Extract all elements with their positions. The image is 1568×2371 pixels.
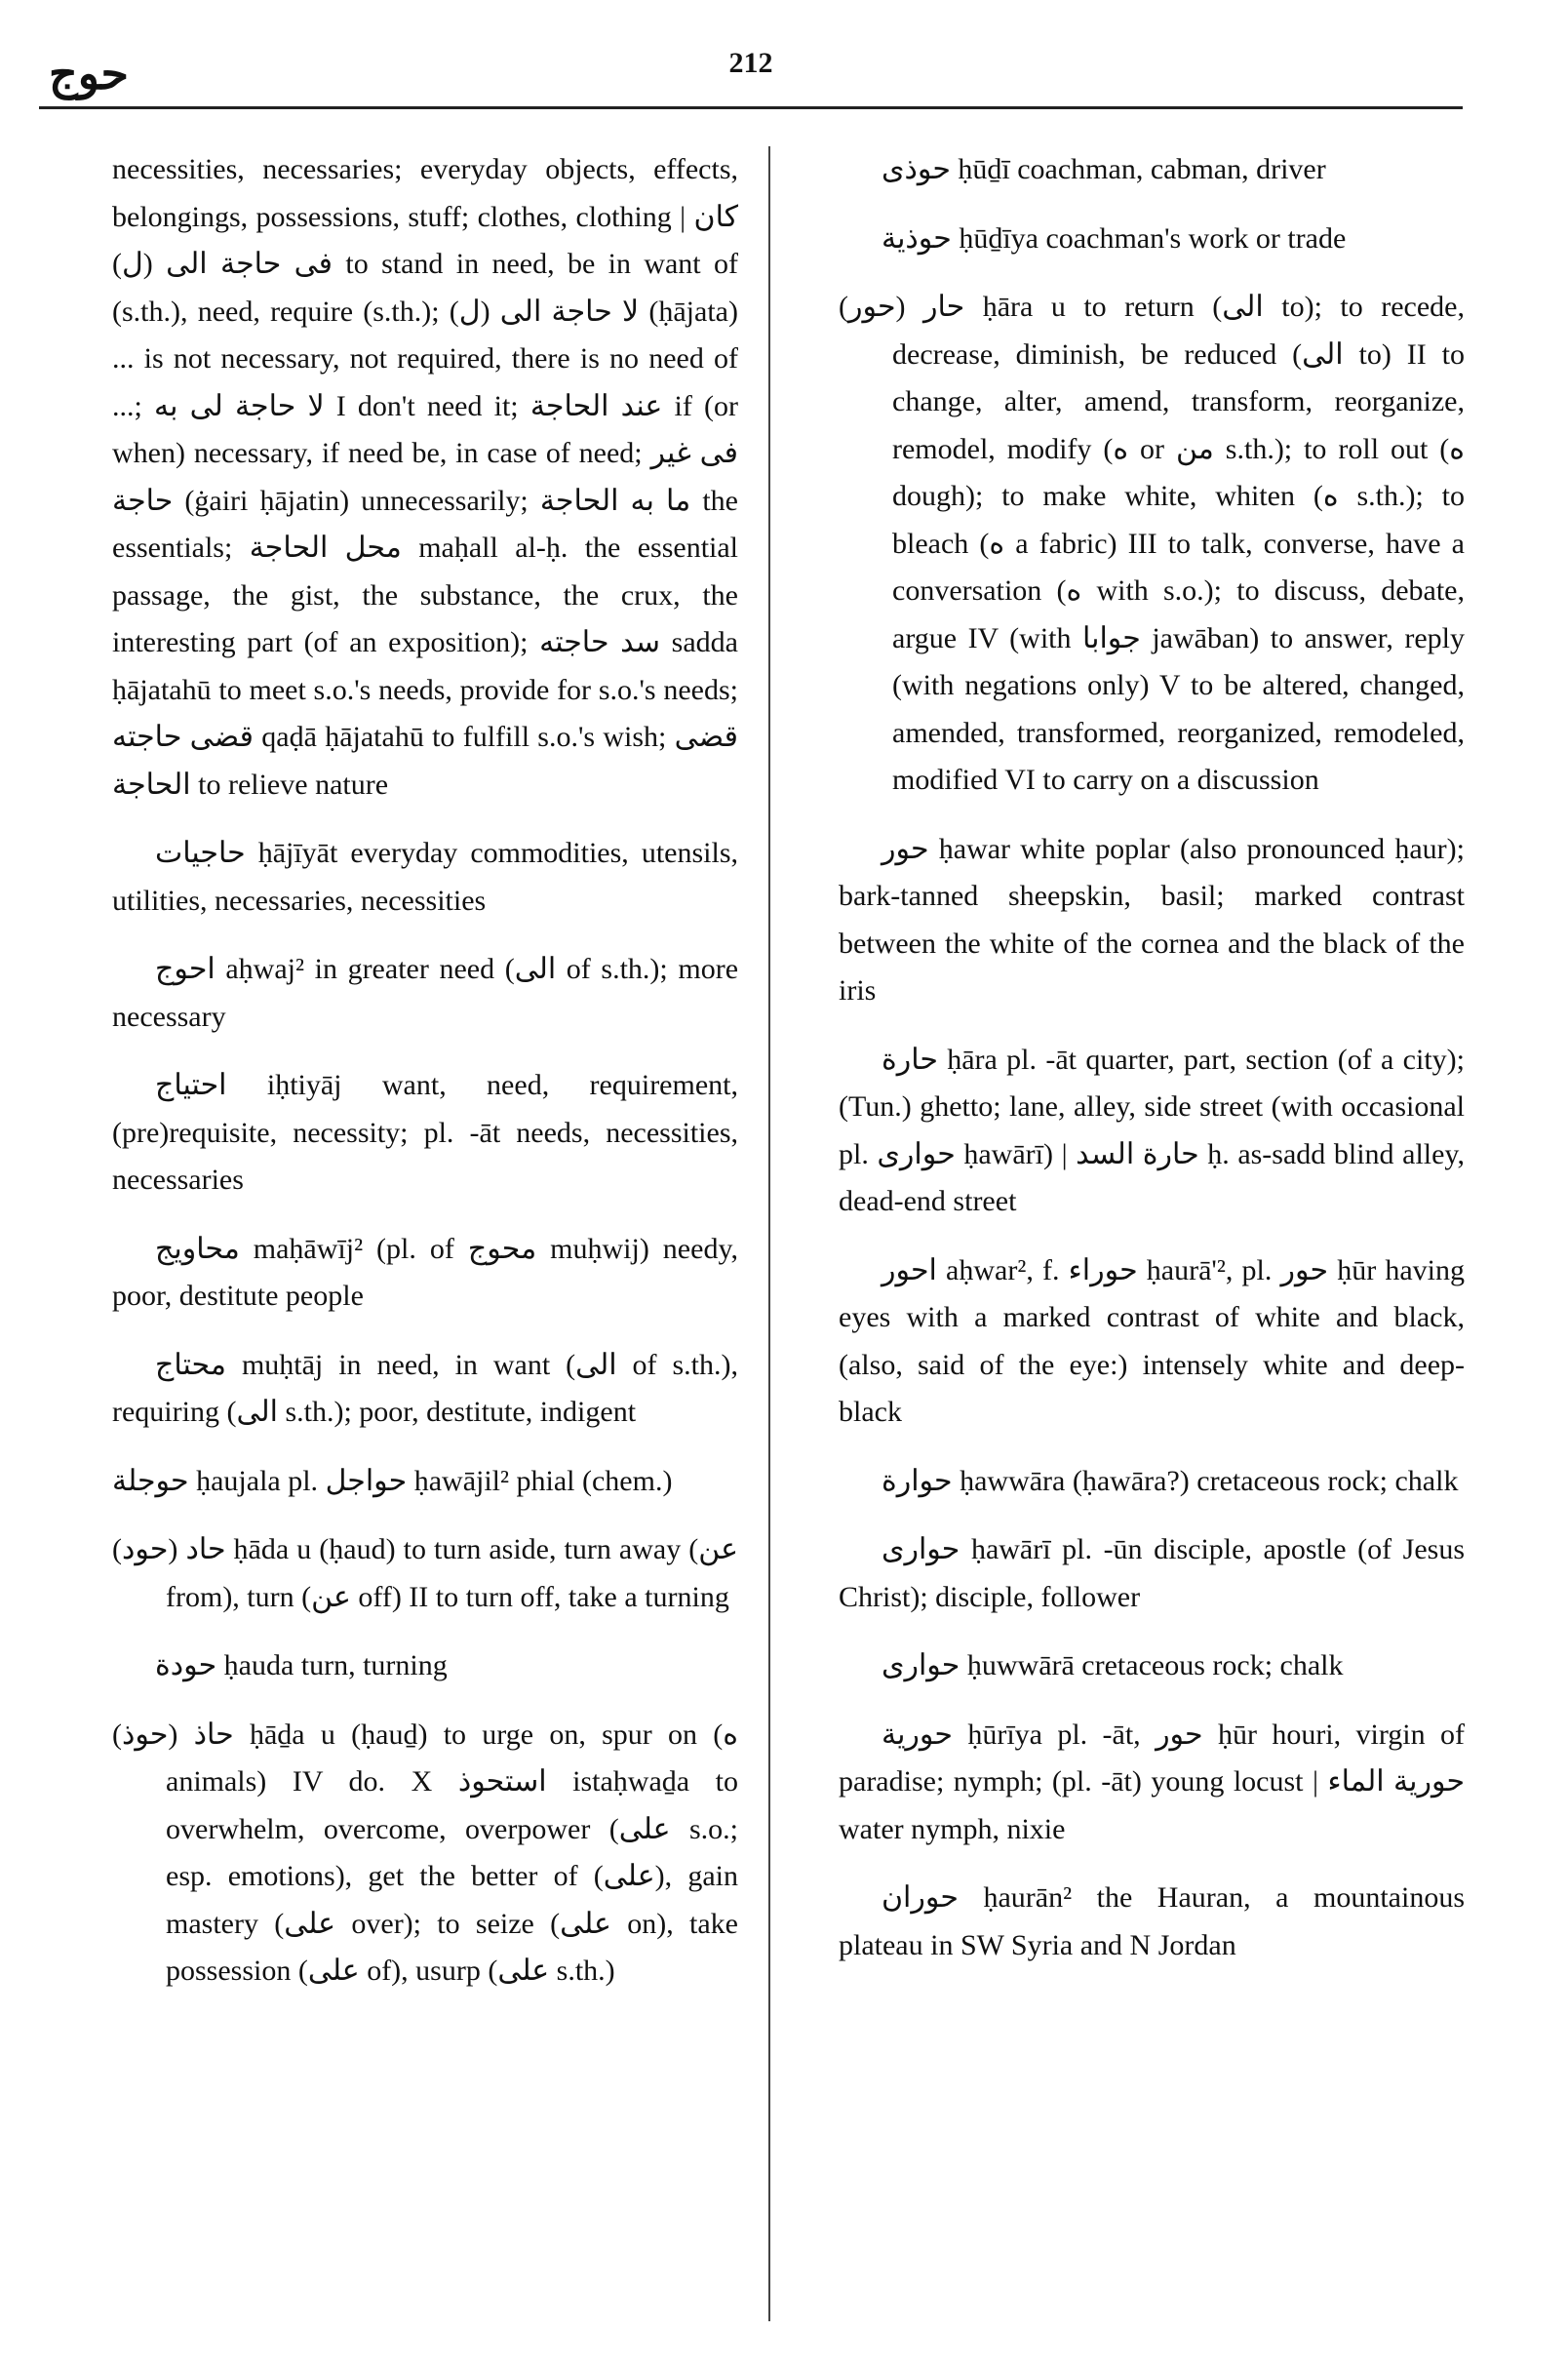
right-column [839,146,1465,1991]
dictionary-entry: حارة ḥāra pl. -āt quarter, part, section (of a city); (Tun.) ghetto; lane, alley, side street (with occasional pl. حوارى ḥawārī) | حارة السد ḥ. as-sadd blind alley, dead-end street [839,1043,1465,1217]
dictionary-entry: (حود) حاد ḥāda u (ḥaud) to turn aside, turn away (عن from), turn (عن off) II to turn off, take a turning [112,1533,738,1613]
guide-word: حوج [49,49,129,99]
dictionary-entry: حوران ḥaurān² the Hauran, a mountainous plateau in SW Syria and N Jordan [839,1881,1465,1961]
dictionary-entry: حور ḥawar white poplar (also pronounced ḥaur); bark-tanned sheepskin, basil; marked contrast between the white of the cornea and the black of the iris [839,832,1465,1007]
header-rule [39,106,1463,109]
dictionary-entry: (حور) حار ḥāra u to return (الى to); to recede, decrease, diminish, be reduced (الى to) II to change, alter, amend, transform, reorganize, remodel, modify (ه or من s.th.); to roll out (ه dough); to make white, whiten (ه s.th.); to bleach (ه a fabric) III to talk, converse, have a conversation (ه with s.o.); to discuss, debate, argue IV (with جوابا jawāban) to answer, reply (with negations only) V to be altered, changed, amended, transformed, reorganized, remodeled, modified VI to carry on a discussion [839,291,1466,796]
dictionary-entry: محاويج maḥāwīj² (pl. of محوج muḥwij) needy, poor, destitute people [112,1232,738,1312]
page-number: 212 [728,47,773,79]
dictionary-entry: احوج aḥwaj² in greater need (الى of s.th.); more necessary [112,953,739,1033]
column-divider [768,146,770,2321]
dictionary-entry: حوجلة ḥaujala pl. حواجل ḥawājil² phial (chem.) [112,1464,673,1497]
dictionary-entry: حودة ḥauda turn, turning [155,1649,448,1681]
dictionary-entry: حوارى ḥuwwārā cretaceous rock; chalk [882,1649,1344,1681]
dictionary-entry: احتياج iḥtiyāj want, need, requirement, (pre)requisite, necessity; pl. -āt needs, necessities, necessaries [112,1069,738,1196]
dictionary-entry: حوذى ḥūḏī coachman, cabman, driver [882,153,1326,185]
dictionary-entry: حوذية ḥūḏīya coachman's work or trade [882,221,1347,255]
dictionary-entry: حوارى ḥawārī pl. -ūn disciple, apostle (of Jesus Christ); disciple, follower [839,1533,1465,1613]
dictionary-entry: حوارة ḥawwāra (ḥawāra?) cretaceous rock; chalk [882,1464,1459,1497]
dictionary-entry: حاجيات ḥājīyāt everyday commodities, utensils, utilities, necessaries, necessities [112,837,738,917]
dictionary-entry: محتاج muḥtāj in need, in want (الى of s.th.), requiring (الى s.th.); poor, destitute, indigent [112,1348,738,1428]
dictionary-entry: (حوذ) حاذ ḥāḏa u (ḥauḏ) to urge on, spur on (ه animals) IV do. X استحوذ istaḥwaḏa to overwhelm, overcome, overpower (على s.o.; esp. emotions), get the better of (على), gain mastery (على over); to seize (على on), take possession (على of), usurp (على s.th.) [112,1718,738,1987]
dictionary-entry: احور aḥwar², f. حوراء ḥaurā'², pl. حور ḥūr having eyes with a marked contrast of white and black, (also, said of the eye:) intensely white and deep-black [839,1253,1466,1428]
dictionary-entry: حورية ḥūrīya pl. -āt, حور ḥūr houri, virgin of paradise; nymph; (pl. -āt) young locust | حورية الماء water nymph, nixie [839,1718,1466,1845]
page-header [39,37,1463,109]
left-column [112,146,738,2017]
dictionary-entry: necessities, necessaries; everyday objects, effects, belongings, possessions, stuff; clothes, clothing | كان فى حاجة الى (ل) to stand in need, be in want of (s.th.), need, require (s.th.); لا حاجة الى (ل) (ḥājata) ... is not necessary, not required, there is no need of ...; لا حاجة لى به I don't need it; عند الحاجة if (or when) necessary, if need be, in case of need; فى غير حاجة (ġairi ḥājatin) unnecessarily; ما به الحاجة the essentials; محل الحاجة maḥall al-ḥ. the essential passage, the gist, the substance, the crux, the interesting part (of an exposition); سد حاجته sadda ḥājatahū to meet s.o.'s needs, provide for s.o.'s needs; قضى حاجته qaḍā ḥājatahū to fulfill s.o.'s wish; قضى الحاجة to relieve nature [112,153,739,801]
